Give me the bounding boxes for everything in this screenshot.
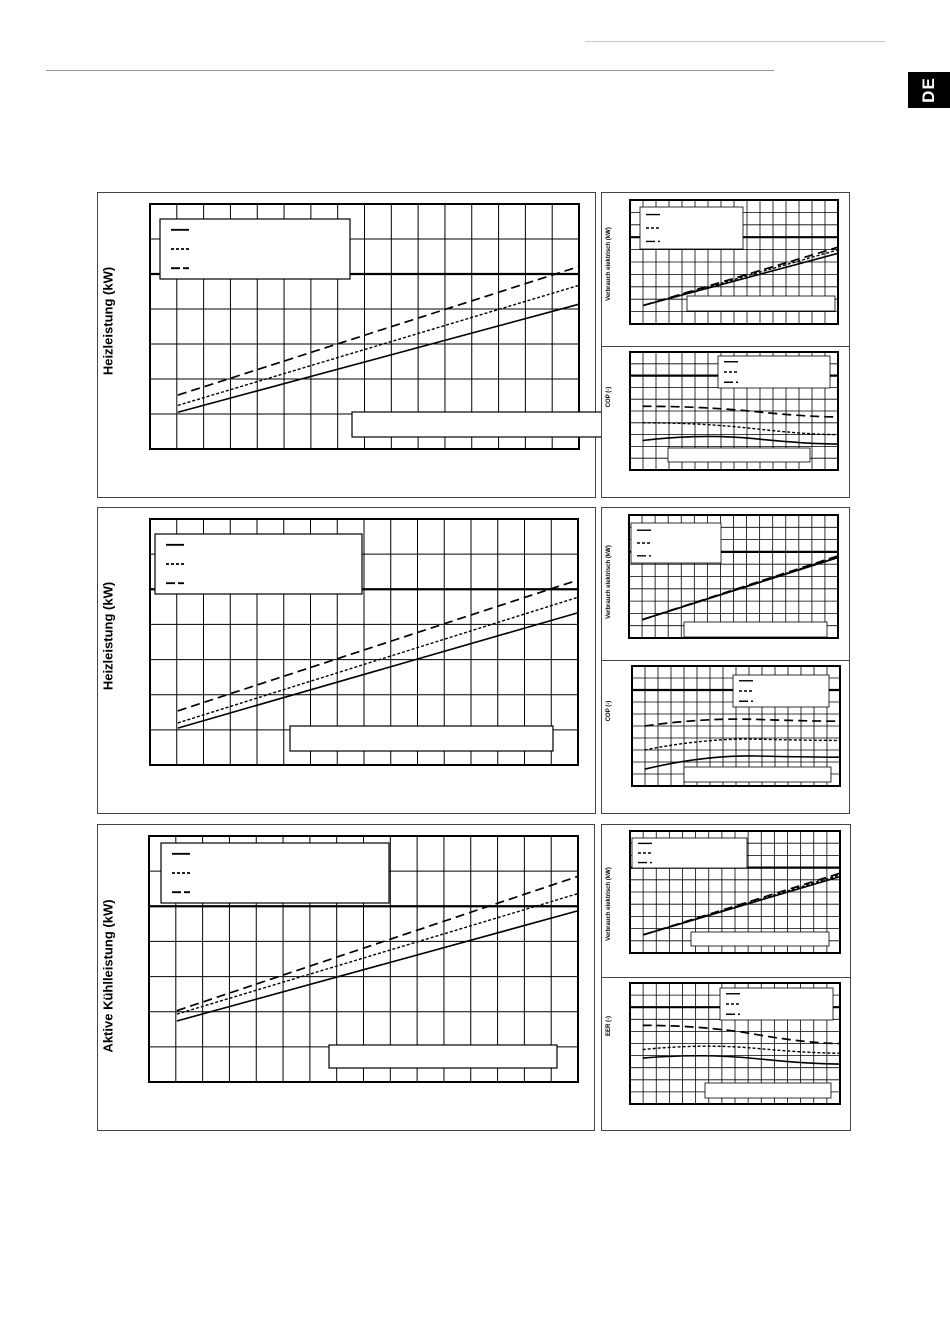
language-tab[interactable] (908, 72, 950, 108)
legend (160, 219, 350, 279)
condition-box (705, 1083, 831, 1098)
series-solid (178, 304, 579, 412)
heating-1-cop-ylabel: COP (-) (606, 386, 612, 408)
legend (733, 675, 829, 707)
heating-2-cop-chart (632, 666, 840, 786)
series-dotted (178, 285, 579, 405)
legend (161, 843, 389, 903)
heating-1-cop-panel (601, 346, 850, 498)
cooling-capacity-panel (97, 824, 595, 1131)
heating-2-capacity-panel (97, 507, 596, 814)
heating-2-cop-ylabel: COP (-) (606, 700, 612, 722)
heating-2-ylabel: Heizleistung (kW) (100, 581, 116, 691)
heating-1-power-chart (630, 200, 838, 324)
heating-1-power-ylabel: Verbrauch elektrisch (kW) (606, 227, 612, 301)
heating-1-ylabel: Heizleistung (kW) (100, 266, 116, 376)
cooling-ylabel: Aktive Kühlleistung (kW) (100, 899, 116, 1053)
legend-box (733, 675, 829, 707)
heating-1-capacity-chart (150, 204, 579, 449)
cooling-eer-panel (601, 977, 851, 1131)
legend (632, 838, 747, 868)
series-solid (642, 436, 838, 444)
series-dashed (178, 266, 579, 395)
header-rule-main (46, 70, 774, 71)
heating-2-capacity-chart (150, 519, 578, 765)
heating-2-power-ylabel: Verbrauch elektrisch (kW) (606, 545, 612, 619)
series-dotted (178, 597, 578, 723)
heating-1-capacity-panel (97, 192, 596, 498)
condition-box (684, 622, 827, 637)
cooling-capacity-chart (149, 836, 578, 1082)
heating-2-power-chart (629, 515, 838, 638)
series-dotted (643, 1046, 840, 1053)
legend (155, 534, 362, 594)
cooling-eer-chart (630, 983, 840, 1104)
cooling-power-panel (601, 824, 851, 979)
cooling-eer-ylabel: EER (-) (606, 1016, 612, 1036)
legend-box (155, 534, 362, 594)
condition-box (329, 1045, 557, 1068)
series-solid (643, 1056, 840, 1064)
legend-box (640, 207, 743, 249)
heating-2-power-panel (601, 507, 850, 662)
series-dotted (642, 423, 838, 435)
series-dashed (643, 556, 838, 620)
cooling-power-ylabel: Verbrauch elektrisch (kW) (606, 867, 612, 941)
legend (631, 523, 721, 563)
language-tab-label: DE (919, 77, 938, 103)
series-solid (178, 613, 578, 728)
condition-box (352, 412, 605, 437)
heating-1-power-panel (601, 192, 850, 348)
condition-box (290, 726, 553, 751)
series-dashed (644, 719, 840, 726)
series-dotted (177, 894, 578, 1015)
heating-1-cop-chart (630, 352, 838, 470)
series-dashed (178, 580, 578, 711)
series-dashed (643, 1025, 840, 1043)
series-solid (177, 911, 578, 1021)
legend (720, 988, 833, 1020)
condition-box (687, 296, 835, 311)
heating-2-cop-panel (601, 660, 850, 814)
condition-box (684, 767, 831, 782)
series-dotted (644, 739, 840, 750)
series-dashed (642, 406, 838, 417)
condition-box (691, 932, 829, 946)
legend-box (161, 843, 389, 903)
header-rule-top (585, 41, 885, 42)
legend (718, 356, 830, 388)
cooling-power-chart (630, 831, 840, 953)
legend (640, 207, 743, 249)
condition-box (668, 448, 810, 462)
